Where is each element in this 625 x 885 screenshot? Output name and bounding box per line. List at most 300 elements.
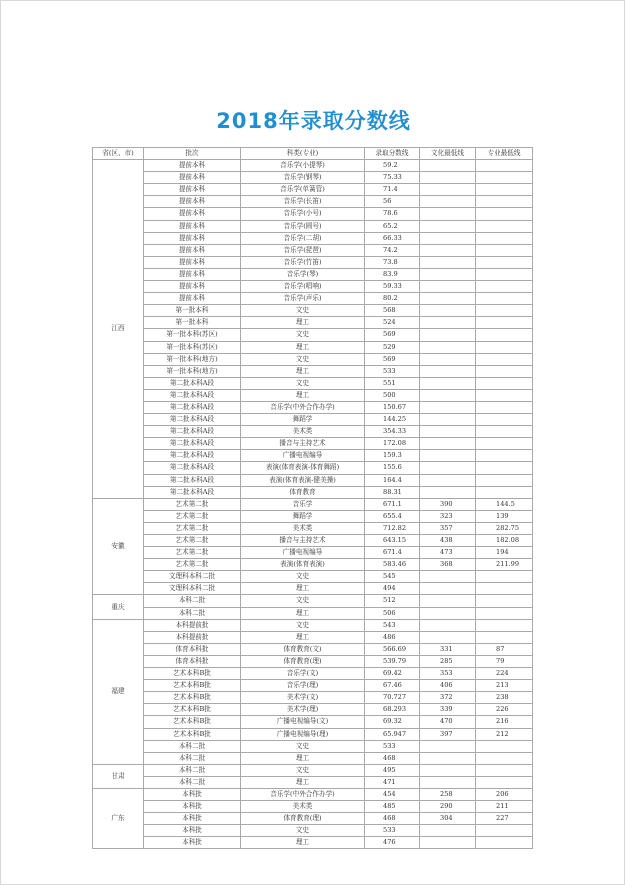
culture-min-cell [420,583,476,595]
table-row [93,232,533,244]
batch-cell: 本科批 [144,813,241,825]
subject-cell: 文史 [241,740,365,752]
batch-cell: 艺术本科B批 [144,668,241,680]
subject-cell: 文史 [241,595,365,607]
batch-cell: 本科提前批 [144,619,241,631]
admission-score-cell: 471 [365,776,420,788]
table-row [93,535,533,547]
subject-cell: 广播电视编导(文) [241,716,365,728]
major-min-cell [476,172,533,184]
major-min-cell: 238 [476,692,533,704]
major-min-cell [476,571,533,583]
batch-cell: 本科批 [144,837,241,849]
major-min-cell [476,825,533,837]
culture-min-cell [420,450,476,462]
admission-score-cell: 494 [365,583,420,595]
batch-cell: 艺术第二批 [144,498,241,510]
culture-min-cell [420,365,476,377]
batch-cell: 提前本科 [144,244,241,256]
subject-cell: 音乐学(钢琴) [241,172,365,184]
table-row [93,788,533,800]
admission-score-cell: 512 [365,595,420,607]
table-row [93,752,533,764]
subject-cell: 播音与主持艺术 [241,535,365,547]
culture-min-cell [420,329,476,341]
batch-cell: 提前本科 [144,220,241,232]
major-min-cell [476,462,533,474]
culture-min-cell [420,341,476,353]
culture-min-cell [420,764,476,776]
major-min-cell [476,474,533,486]
culture-min-cell [420,438,476,450]
major-min-cell [476,414,533,426]
culture-min-cell [420,232,476,244]
subject-cell: 广播电视编导 [241,547,365,559]
table-row [93,692,533,704]
major-min-cell [476,389,533,401]
subject-cell: 音乐学(唱响) [241,281,365,293]
subject-cell: 广播电视编导 [241,450,365,462]
admission-score-cell: 150.67 [365,401,420,413]
culture-min-cell: 258 [420,788,476,800]
major-min-cell [476,776,533,788]
culture-min-cell [420,305,476,317]
subject-cell: 理工 [241,837,365,849]
table-header-row [93,148,533,160]
major-min-cell [476,607,533,619]
table-row [93,450,533,462]
culture-min-cell: 290 [420,801,476,813]
admission-score-cell: 506 [365,607,420,619]
batch-cell: 本科提前批 [144,631,241,643]
culture-min-cell [420,462,476,474]
admission-score-cell: 468 [365,813,420,825]
batch-cell: 艺术第二批 [144,559,241,571]
culture-min-cell [420,607,476,619]
subject-cell: 体育教育(理) [241,655,365,667]
major-min-cell: 182.08 [476,535,533,547]
admission-score-cell: 354.33 [365,426,420,438]
table-row [93,377,533,389]
batch-cell: 提前本科 [144,256,241,268]
table-row [93,317,533,329]
batch-cell: 第二批本科A段 [144,401,241,413]
culture-min-cell [420,196,476,208]
admission-score-cell: 655.4 [365,510,420,522]
table-row [93,293,533,305]
admission-score-cell: 69.32 [365,716,420,728]
subject-cell: 理工 [241,365,365,377]
admission-score-cell: 533 [365,740,420,752]
culture-min-cell [420,256,476,268]
table-row [93,668,533,680]
culture-min-cell [420,281,476,293]
major-min-cell [476,244,533,256]
table-row [93,619,533,631]
table-row [93,547,533,559]
batch-cell: 提前本科 [144,281,241,293]
subject-cell: 表演(体育表演-健美操) [241,474,365,486]
province-cell: 甘肃 [93,764,144,788]
major-min-cell: 213 [476,680,533,692]
culture-min-cell: 339 [420,704,476,716]
table-row [93,414,533,426]
major-min-cell [476,740,533,752]
batch-cell: 艺术第二批 [144,510,241,522]
subject-cell: 音乐学(小提琴) [241,160,365,172]
table-row [93,583,533,595]
major-min-cell [476,450,533,462]
admission-score-cell: 68.293 [365,704,420,716]
culture-min-cell: 331 [420,643,476,655]
batch-cell: 艺术本科B批 [144,692,241,704]
table-row [93,353,533,365]
major-min-cell [476,268,533,280]
admission-score-cell: 74.2 [365,244,420,256]
batch-cell: 文理科本科二批 [144,583,241,595]
admission-score-cell: 671.4 [365,547,420,559]
batch-cell: 第二批本科A段 [144,474,241,486]
table-row [93,220,533,232]
culture-min-cell [420,752,476,764]
batch-cell: 第一批本科(地方) [144,365,241,377]
admission-score-cell: 569 [365,329,420,341]
batch-cell: 艺术本科B批 [144,728,241,740]
table-row [93,184,533,196]
subject-cell: 美术类 [241,426,365,438]
batch-cell: 第二批本科A段 [144,389,241,401]
batch-cell: 提前本科 [144,208,241,220]
major-min-cell [476,438,533,450]
subject-cell: 音乐学(理) [241,680,365,692]
subject-cell: 音乐学(长笛) [241,196,365,208]
major-min-cell: 227 [476,813,533,825]
subject-cell: 表演(体育表演) [241,559,365,571]
major-min-cell: 226 [476,704,533,716]
admission-score-cell: 59.2 [365,160,420,172]
major-min-cell: 211.99 [476,559,533,571]
culture-min-cell: 357 [420,522,476,534]
batch-cell: 艺术本科B批 [144,716,241,728]
subject-cell: 音乐学(声乐) [241,293,365,305]
admission-score-cell: 66.33 [365,232,420,244]
batch-cell: 提前本科 [144,232,241,244]
culture-min-cell [420,184,476,196]
table-row [93,256,533,268]
admission-score-cell: 524 [365,317,420,329]
culture-min-cell [420,353,476,365]
culture-min-cell [420,740,476,752]
subject-cell: 理工 [241,631,365,643]
batch-cell: 第二批本科A段 [144,426,241,438]
subject-cell: 文史 [241,353,365,365]
province-cell: 安徽 [93,498,144,595]
table-row [93,631,533,643]
culture-min-cell: 285 [420,655,476,667]
major-min-cell: 216 [476,716,533,728]
batch-cell: 第二批本科A段 [144,450,241,462]
province-cell: 重庆 [93,595,144,619]
subject-cell: 体育教育(理) [241,813,365,825]
major-min-cell [476,353,533,365]
major-min-cell: 194 [476,547,533,559]
major-min-cell [476,837,533,849]
major-min-cell: 206 [476,788,533,800]
header-batch: 批次 [144,148,241,160]
culture-min-cell: 390 [420,498,476,510]
table-row [93,438,533,450]
batch-cell: 体育本科批 [144,643,241,655]
table-row [93,643,533,655]
batch-cell: 第一批本科(苏区) [144,329,241,341]
subject-cell: 文史 [241,619,365,631]
subject-cell: 音乐学(竹笛) [241,256,365,268]
admission-score-cell: 83.9 [365,268,420,280]
culture-min-cell [420,571,476,583]
subject-cell: 舞蹈学 [241,510,365,522]
culture-min-cell [420,244,476,256]
batch-cell: 第二批本科A段 [144,414,241,426]
major-min-cell [476,184,533,196]
admission-score-cell: 551 [365,377,420,389]
major-min-cell [476,220,533,232]
major-min-cell: 282.75 [476,522,533,534]
table-row [93,426,533,438]
admission-score-cell: 485 [365,801,420,813]
culture-min-cell: 304 [420,813,476,825]
culture-min-cell [420,401,476,413]
culture-min-cell: 470 [420,716,476,728]
culture-min-cell: 438 [420,535,476,547]
table-row [93,208,533,220]
major-min-cell: 79 [476,655,533,667]
batch-cell: 第一批本科 [144,305,241,317]
admission-score-cell: 67.46 [365,680,420,692]
subject-cell: 文史 [241,377,365,389]
major-min-cell: 212 [476,728,533,740]
culture-min-cell: 473 [420,547,476,559]
subject-cell: 音乐学(中外合作办学) [241,788,365,800]
batch-cell: 提前本科 [144,268,241,280]
batch-cell: 艺术本科B批 [144,680,241,692]
batch-cell: 提前本科 [144,172,241,184]
batch-cell: 体育本科批 [144,655,241,667]
admission-score-cell: 73.8 [365,256,420,268]
admission-score-cell: 545 [365,571,420,583]
table-row [93,486,533,498]
subject-cell: 音乐学(中外合作办学) [241,401,365,413]
culture-min-cell [420,377,476,389]
major-min-cell [476,317,533,329]
province-cell: 福建 [93,619,144,764]
batch-cell: 本科批 [144,825,241,837]
table-row [93,607,533,619]
major-min-cell [476,631,533,643]
table-row [93,776,533,788]
admission-score-cell: 65.2 [365,220,420,232]
major-min-cell [476,486,533,498]
culture-min-cell [420,837,476,849]
subject-cell: 美术类 [241,801,365,813]
batch-cell: 本科批 [144,801,241,813]
major-min-cell [476,293,533,305]
admission-score-cell: 583.46 [365,559,420,571]
table-row [93,389,533,401]
major-min-cell: 144.5 [476,498,533,510]
admission-score-cell: 533 [365,365,420,377]
table-row [93,595,533,607]
batch-cell: 本科二批 [144,740,241,752]
table-row [93,764,533,776]
batch-cell: 第二批本科A段 [144,462,241,474]
culture-min-cell: 323 [420,510,476,522]
subject-cell: 文史 [241,305,365,317]
table-row [93,498,533,510]
major-min-cell [476,281,533,293]
table-row [93,329,533,341]
table-row [93,559,533,571]
batch-cell: 第二批本科A段 [144,486,241,498]
admission-score-cell: 712.82 [365,522,420,534]
table-row [93,341,533,353]
culture-min-cell [420,426,476,438]
culture-min-cell: 353 [420,668,476,680]
subject-cell: 播音与主持艺术 [241,438,365,450]
subject-cell: 音乐学(单簧管) [241,184,365,196]
subject-cell: 文史 [241,329,365,341]
admission-score-cell: 500 [365,389,420,401]
subject-cell: 体育教育 [241,486,365,498]
batch-cell: 提前本科 [144,160,241,172]
admission-score-cell: 78.6 [365,208,420,220]
major-min-cell [476,426,533,438]
admission-score-cell: 529 [365,341,420,353]
culture-min-cell [420,208,476,220]
culture-min-cell: 397 [420,728,476,740]
admission-score-cell: 56 [365,196,420,208]
admission-score-cell: 539.79 [365,655,420,667]
culture-min-cell [420,825,476,837]
culture-min-cell [420,474,476,486]
subject-cell: 音乐学 [241,498,365,510]
subject-cell: 音乐学(小号) [241,208,365,220]
subject-cell: 音乐学(圆号) [241,220,365,232]
culture-min-cell: 372 [420,692,476,704]
subject-cell: 理工 [241,583,365,595]
batch-cell: 第二批本科A段 [144,438,241,450]
admission-score-cell: 569 [365,353,420,365]
batch-cell: 第二批本科A段 [144,377,241,389]
subject-cell: 文史 [241,825,365,837]
admission-score-cell: 495 [365,764,420,776]
admission-score-cell: 59.33 [365,281,420,293]
admission-score-cell: 543 [365,619,420,631]
batch-cell: 文理科本科二批 [144,571,241,583]
admission-score-cell: 70.727 [365,692,420,704]
admission-score-cell: 671.1 [365,498,420,510]
header-subject: 科类(专业) [241,148,365,160]
major-min-cell: 87 [476,643,533,655]
culture-min-cell [420,220,476,232]
admission-score-cell: 454 [365,788,420,800]
table-row [93,813,533,825]
culture-min-cell [420,172,476,184]
table-row [93,401,533,413]
table-row [93,704,533,716]
admission-score-cell: 172.08 [365,438,420,450]
admission-score-cell: 566.69 [365,643,420,655]
table-row [93,172,533,184]
batch-cell: 第一批本科(苏区) [144,341,241,353]
table-row [93,462,533,474]
culture-min-cell [420,414,476,426]
culture-min-cell [420,595,476,607]
province-cell: 江西 [93,160,144,499]
major-min-cell [476,208,533,220]
major-min-cell: 211 [476,801,533,813]
table-row [93,655,533,667]
admission-score-cell: 164.4 [365,474,420,486]
culture-min-cell: 368 [420,559,476,571]
major-min-cell [476,196,533,208]
culture-min-cell [420,317,476,329]
major-min-cell [476,329,533,341]
culture-min-cell [420,631,476,643]
subject-cell: 理工 [241,607,365,619]
major-min-cell [476,377,533,389]
major-min-cell [476,256,533,268]
subject-cell: 音乐学(二胡) [241,232,365,244]
subject-cell: 体育教育(文) [241,643,365,655]
batch-cell: 艺术第二批 [144,535,241,547]
table-row [93,268,533,280]
table-row [93,510,533,522]
subject-cell: 美术类 [241,522,365,534]
table-row [93,244,533,256]
subject-cell: 美术学(文) [241,692,365,704]
admission-score-cell: 144.25 [365,414,420,426]
culture-min-cell: 406 [420,680,476,692]
table-row [93,474,533,486]
page-title: 2018年录取分数线 [216,109,411,133]
subject-cell: 美术学(理) [241,704,365,716]
subject-cell: 理工 [241,341,365,353]
table-row [93,680,533,692]
batch-cell: 艺术第二批 [144,522,241,534]
admission-score-table [92,147,533,849]
subject-cell: 理工 [241,389,365,401]
admission-score-cell: 568 [365,305,420,317]
subject-cell: 舞蹈学 [241,414,365,426]
batch-cell: 本科二批 [144,595,241,607]
admission-score-cell: 75.33 [365,172,420,184]
subject-cell: 文史 [241,764,365,776]
culture-min-cell [420,619,476,631]
table-row [93,522,533,534]
major-min-cell [476,232,533,244]
header-culture-min: 文化最低线 [420,148,476,160]
admission-score-cell: 155.6 [365,462,420,474]
major-min-cell [476,764,533,776]
subject-cell: 理工 [241,317,365,329]
table-row [93,740,533,752]
admission-score-cell: 643.15 [365,535,420,547]
batch-cell: 提前本科 [144,184,241,196]
subject-cell: 理工 [241,752,365,764]
table-row [93,801,533,813]
batch-cell: 艺术本科B批 [144,704,241,716]
batch-cell: 本科二批 [144,607,241,619]
